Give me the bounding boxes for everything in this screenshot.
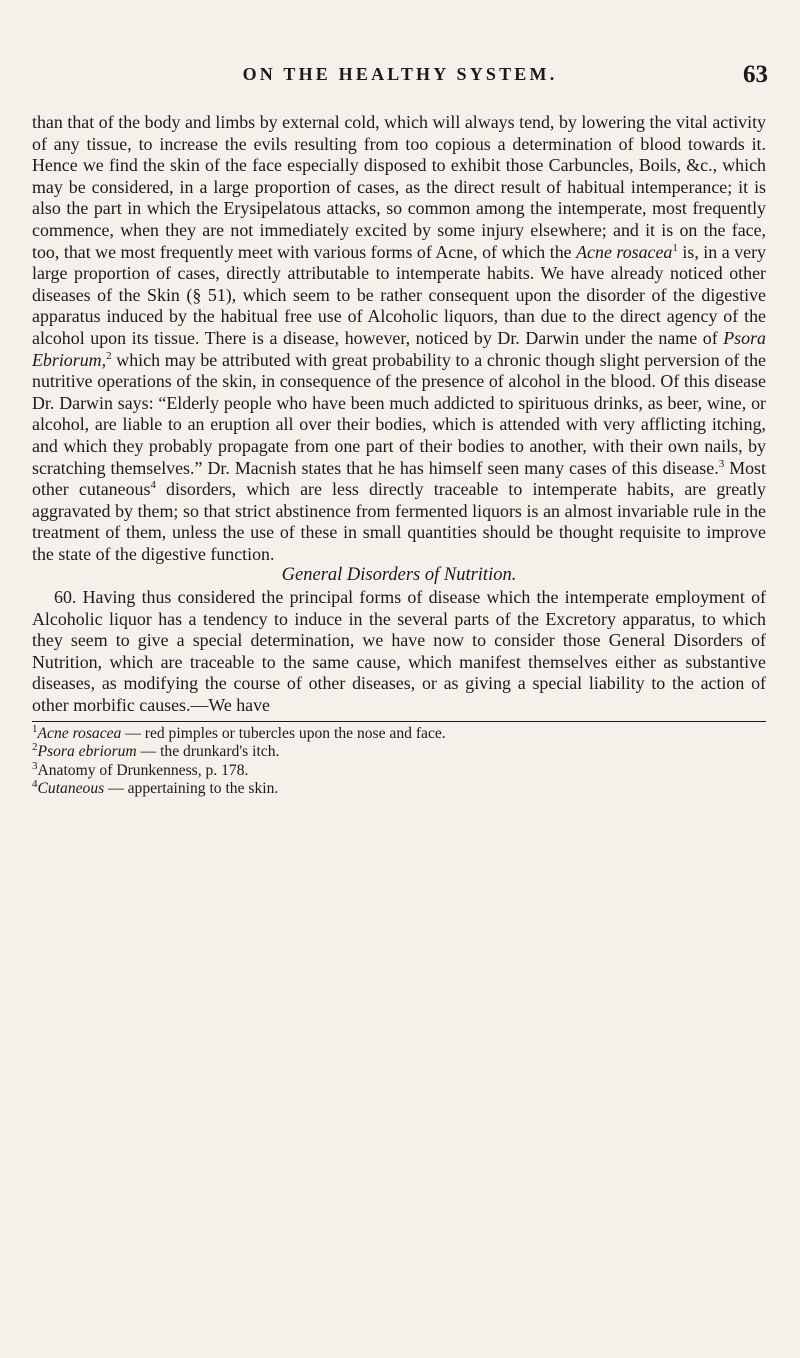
footnote-mark: 1 [32,722,38,735]
text-run: Most other cutaneous [32,457,766,500]
text-run: than that of the body and limbs by external cold, which will always tend, by lowering the vital activity of any tissue, to increase the evils resulting from too copious a determination of blood towards it. Hence we find the skin of the face especially disposed to exhibit those Carbuncles, Boils, &c., which may be considered, in a large proportion of cases, as the direct result of habitual intemperance; it is also the part in which the Erysipelatous attacks, so common among the intemperate, most frequently commence, when they are not immediately excited by some injury elsewhere; and it is on the face, too, that we most frequently meet with various forms of Acne, of which the [32,112,766,262]
footnote-mark: 2 [32,741,38,754]
footnote-ref: 4 [150,479,156,492]
footnote-text: — red pimples or tubercles upon the nose and face. [121,724,446,742]
footnote-ref: 1 [672,241,678,254]
footnote-term: Cutaneous [37,780,105,798]
paragraph [32,112,766,565]
text-run: is, in a very large proportion of cases, directly attributable to intemperate habits. We have already noticed other diseases of the Skin (§ 51), which seem to be rather consequent upon the disorder of the digestive apparatus induced by the habitual free use of Alcoholic liquors, than due to the direct agency of the alcohol upon its tissue. There is a disease, however, noticed by Dr. Darwin under the name of [32,241,766,348]
footnote [32,722,766,744]
footnote-mark: 3 [32,759,38,772]
footnote-ref: 3 [718,457,725,470]
italic-term: Acne rosacea [576,241,673,262]
footnote-term: Acne rosacea [37,724,122,742]
footnote-divider [32,721,766,722]
paragraph: 60. Having thus considered the principal forms of disease which the intemperate employment of Alcoholic liquor has a tendency to induce in the several parts of the Excretory apparatus, to which they seem to give a special determination, we have now to consider those General Disorders of Nutrition, which are traceable to the same cause, which manifest themselves either as substantive diseases, as modifying the course of other diseases, or as giving a special liability to the action of other morbific causes.—We have [32,587,766,716]
footnote-term: Psora ebriorum [37,743,137,761]
section-heading: General Disorders of Nutrition. [281,565,517,586]
page-header [32,61,768,96]
footnote-text: — the drunkard's itch. [136,743,280,761]
body-text [32,112,766,799]
footnote-text: — appertaining to the skin. [104,780,279,798]
footnote [32,759,766,781]
italic-term: Psora Ebriorum, [32,327,766,370]
footnote-mark: 4 [32,778,38,791]
running-head: ON THE HEALTHY SYSTEM. [242,64,558,84]
text-run: which may be attributed with great probability to a chronic though slight perversion of the nutritive operations of the skin, in consequence of the presence of alcohol in the blood. Of this disease Dr. Darwin says: “Elderly people who have been much addicted to spirituous drinks, as beer, wine, or alcohol, are liable to an eruption all over their bodies, which is attended with very afflicting itching, and which they probably propagate from one part of their bodies to another, with their own nails, by scratching themselves.” Dr. Macnish states that he has himself seen many cases of this disease. [32,349,766,478]
page-number: 63 [743,61,768,88]
footnote [32,780,766,799]
footnote-ref: 2 [106,349,112,362]
text-run: disorders, which are less directly traceable to intemperate habits, are greatly aggravated by them; so that strict abstinence from fermented liquors is an almost invariable rule in the treatment of them, unless the use of these in small quantities should be thought requisite to improve the state of the digestive function. [32,479,766,564]
footnote-text: Anatomy of Drunkenness, p. 178. [37,761,249,779]
footnotes [32,722,766,799]
footnote [32,743,766,762]
